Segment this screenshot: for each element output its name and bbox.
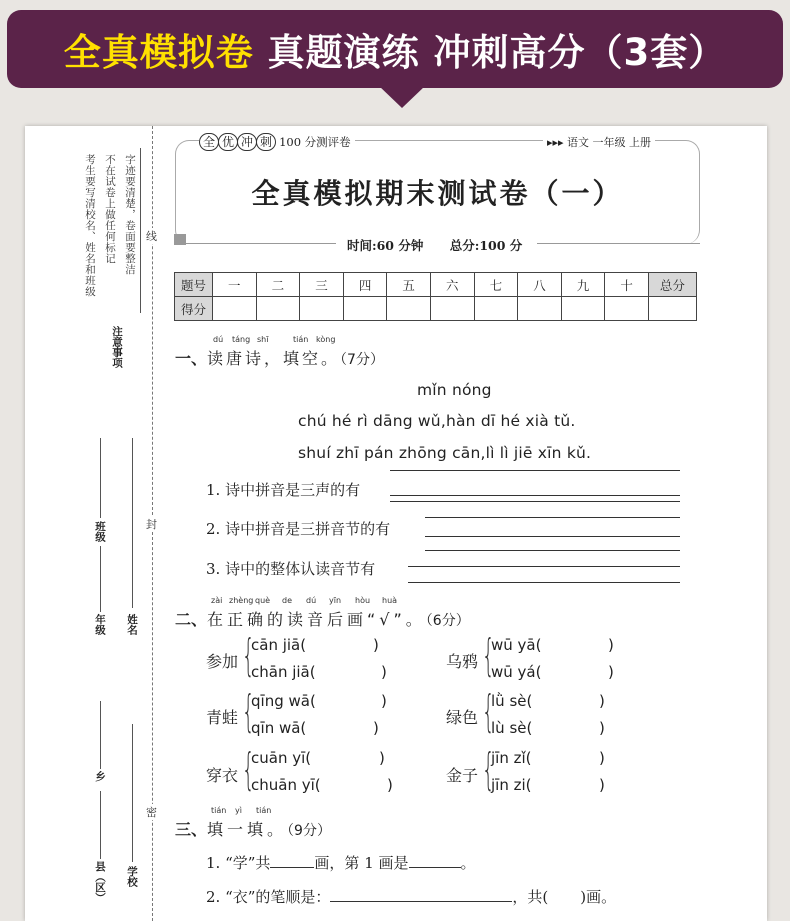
- word-label: 金子: [446, 766, 479, 785]
- fill-text: ，共(: [512, 888, 549, 906]
- score-cell[interactable]: [387, 297, 431, 321]
- pinyin-option: jīn zǐ(: [491, 749, 532, 767]
- close-paren[interactable]: ): [379, 749, 385, 767]
- question-points: （9分）: [287, 823, 331, 839]
- close-paren[interactable]: ): [381, 692, 387, 710]
- question-item: 1. 诗中拼音是三声的有: [206, 481, 361, 499]
- fill-line-2: [206, 886, 616, 907]
- pinyin: táng: [232, 335, 251, 344]
- field-grade-label: 年级: [94, 614, 106, 635]
- time-limit: 时间:60 分钟: [347, 238, 424, 253]
- question-text: 在正确的读音后画“√”。: [207, 610, 426, 629]
- banner-text: [64, 22, 727, 76]
- fill-text: 2. “衣”的笔顺是：: [206, 888, 331, 906]
- word-label: 穿衣: [206, 766, 239, 785]
- answer-line[interactable]: [425, 550, 680, 551]
- column-header: 三: [300, 273, 344, 297]
- score-cell[interactable]: [561, 297, 605, 321]
- close-paren[interactable]: ): [608, 636, 614, 654]
- brand-char: 全: [199, 133, 219, 151]
- note-line-1: 考生要写清校名、姓名和班级: [84, 154, 96, 297]
- poem-line: shuí zhī pán zhōng cān,lì lì jiē xīn kǔ.: [298, 444, 592, 462]
- word-label: 乌鸦: [446, 652, 479, 671]
- field-name-label: 姓名: [126, 614, 138, 635]
- pinyin-option: cān jiā(: [251, 636, 307, 654]
- table-row: [175, 297, 697, 321]
- score-cell[interactable]: [256, 297, 300, 321]
- fill-text: 。: [460, 854, 476, 872]
- time-total-info: [347, 236, 522, 254]
- field-county-line: [100, 791, 101, 859]
- word-label: 绿色: [446, 708, 479, 727]
- score-cell[interactable]: [518, 297, 562, 321]
- pinyin-option: qīn wā(: [251, 719, 307, 737]
- column-header: 九: [561, 273, 605, 297]
- exam-title: 全真模拟期末测试卷（一）: [251, 177, 624, 210]
- pinyin-option: lù sè(: [491, 719, 533, 737]
- brace-icon: {: [482, 744, 495, 795]
- pinyin: què: [255, 596, 271, 605]
- brace-icon: {: [482, 630, 495, 681]
- notes-title: 注意事项: [111, 326, 123, 368]
- total-header: 总分: [648, 273, 696, 297]
- pinyin-option: jīn zi(: [491, 776, 532, 794]
- question-points: （7分）: [340, 352, 384, 368]
- score-cell[interactable]: [605, 297, 649, 321]
- field-township-line: [100, 701, 101, 769]
- brace-icon: {: [242, 686, 255, 737]
- close-paren[interactable]: ): [608, 663, 614, 681]
- fill-blank[interactable]: [409, 854, 461, 868]
- banner-rest: 真题演练 冲刺高分（3套）: [267, 31, 727, 74]
- fill-text: 画，第 1 画是: [314, 854, 409, 872]
- pinyin: kòng: [316, 335, 336, 344]
- score-cell[interactable]: [474, 297, 518, 321]
- question-points: （6分）: [425, 613, 470, 629]
- banner-pointer-icon: [379, 86, 425, 108]
- fill-text: 1. “学”共: [206, 854, 271, 872]
- pinyin: tián: [211, 806, 227, 815]
- question-item: 2. 诗中拼音是三拼音节的有: [206, 520, 391, 538]
- answer-line[interactable]: [425, 536, 680, 537]
- field-grade-line: [100, 546, 101, 612]
- pinyin-option: wū yá(: [491, 663, 542, 681]
- score-table: [174, 272, 697, 321]
- pinyin-option: lǜ sè(: [491, 692, 533, 710]
- brand-char: 冲: [237, 133, 257, 151]
- close-paren[interactable]: ): [599, 776, 605, 794]
- word-label: 参加: [206, 652, 239, 671]
- close-paren[interactable]: ): [373, 719, 379, 737]
- question-number: 二、: [175, 610, 208, 629]
- close-paren[interactable]: ): [373, 636, 379, 654]
- column-header: 一: [213, 273, 257, 297]
- question-number: 一、: [175, 349, 208, 368]
- question-text: 填一填。: [207, 820, 288, 839]
- row-label: 得分: [175, 297, 213, 321]
- answer-line[interactable]: [408, 566, 680, 567]
- promo-banner: [7, 10, 783, 88]
- fill-blank[interactable]: [270, 854, 314, 868]
- header-rule-left: [186, 243, 336, 244]
- pinyin: zhèng: [229, 596, 254, 605]
- pinyin: de: [282, 596, 292, 605]
- note-line-2: 不在试卷上做任何标记: [104, 154, 116, 264]
- brace-icon: {: [242, 630, 255, 681]
- brand-char: 优: [218, 133, 238, 151]
- question-text: 读唐诗，填空。: [207, 349, 341, 368]
- field-name-line: [132, 438, 133, 608]
- score-cell[interactable]: [648, 297, 696, 321]
- notes-bracket-line: [140, 148, 141, 313]
- brace-icon: {: [242, 744, 255, 795]
- close-paren[interactable]: ): [599, 719, 605, 737]
- answer-line[interactable]: [390, 470, 680, 471]
- question-item: 3. 诗中的整体认读音节有: [206, 560, 376, 578]
- column-header: 七: [474, 273, 518, 297]
- word-label: 青蛙: [206, 708, 239, 727]
- pinyin: zài: [211, 596, 223, 605]
- column-header: 十: [605, 273, 649, 297]
- pinyin-option: cuān yī(: [251, 749, 312, 767]
- fill-line-1: [206, 852, 476, 873]
- close-paren[interactable]: ): [599, 692, 605, 710]
- field-school-label: 学校: [126, 866, 138, 887]
- poem-line: chú hé rì dāng wǔ,hàn dī hé xià tǔ.: [298, 412, 576, 430]
- exam-paper: [25, 126, 767, 921]
- fill-blank[interactable]: [330, 888, 512, 902]
- corner-square: [174, 234, 186, 245]
- pinyin: tián: [293, 335, 309, 344]
- header-rule-right: [537, 243, 700, 244]
- brand-subtitle: 100 分测评卷: [279, 135, 351, 149]
- column-header: 六: [430, 273, 474, 297]
- pinyin: yīn: [329, 596, 342, 605]
- pinyin-option: wū yā(: [491, 636, 542, 654]
- banner-highlight: 全真模拟卷: [63, 31, 254, 74]
- binding-margin: [25, 126, 153, 921]
- seal-char-line: 线: [146, 230, 157, 243]
- score-cell[interactable]: [343, 297, 387, 321]
- field-class-label: 班级: [94, 521, 106, 542]
- brand-char: 刺: [256, 133, 276, 151]
- pinyin: huà: [382, 596, 398, 605]
- pinyin: hòu: [355, 596, 371, 605]
- score-cell[interactable]: [430, 297, 474, 321]
- pinyin: shī: [257, 335, 269, 344]
- column-header: 八: [518, 273, 562, 297]
- poem-title: mǐn nóng: [417, 381, 492, 399]
- pinyin-option: qīng wā(: [251, 692, 316, 710]
- question-2-heading: [175, 607, 470, 630]
- answer-line[interactable]: [390, 495, 680, 496]
- question-number: 三、: [175, 820, 208, 839]
- row-label: 题号: [175, 273, 213, 297]
- brace-icon: {: [482, 686, 495, 737]
- close-paren[interactable]: ): [599, 749, 605, 767]
- seal-char-secret: 密: [146, 806, 157, 819]
- brand-logo: [199, 133, 355, 151]
- table-row: [175, 273, 697, 297]
- pinyin: tián: [256, 806, 272, 815]
- answer-line[interactable]: [408, 582, 680, 583]
- close-paren[interactable]: ): [381, 663, 387, 681]
- field-class-line: [100, 438, 101, 518]
- note-line-3: 字迹要清楚，卷面要整洁: [124, 154, 136, 275]
- column-header: 五: [387, 273, 431, 297]
- question-3-heading: [175, 817, 331, 840]
- answer-line[interactable]: [390, 501, 680, 502]
- score-cell[interactable]: [300, 297, 344, 321]
- grade-info: ▸▸▸ 语文 一年级 上册: [543, 134, 655, 150]
- total-score: 总分:100 分: [449, 238, 523, 253]
- close-paren[interactable]: ): [387, 776, 393, 794]
- field-township-label: 乡: [94, 771, 106, 782]
- field-school-line: [132, 724, 133, 862]
- pinyin-option: chān jiā(: [251, 663, 316, 681]
- seal-char-seal: 封: [146, 518, 157, 531]
- answer-line[interactable]: [425, 517, 680, 518]
- column-header: 四: [343, 273, 387, 297]
- field-county-label: 县（区）: [94, 861, 106, 903]
- question-1-heading: [175, 346, 384, 369]
- pinyin: dú: [306, 596, 317, 605]
- column-header: 二: [256, 273, 300, 297]
- pinyin-option: chuān yī(: [251, 776, 321, 794]
- fill-text: )画。: [580, 888, 617, 906]
- pinyin: yì: [235, 806, 242, 815]
- score-cell[interactable]: [213, 297, 257, 321]
- pinyin: dú: [213, 335, 224, 344]
